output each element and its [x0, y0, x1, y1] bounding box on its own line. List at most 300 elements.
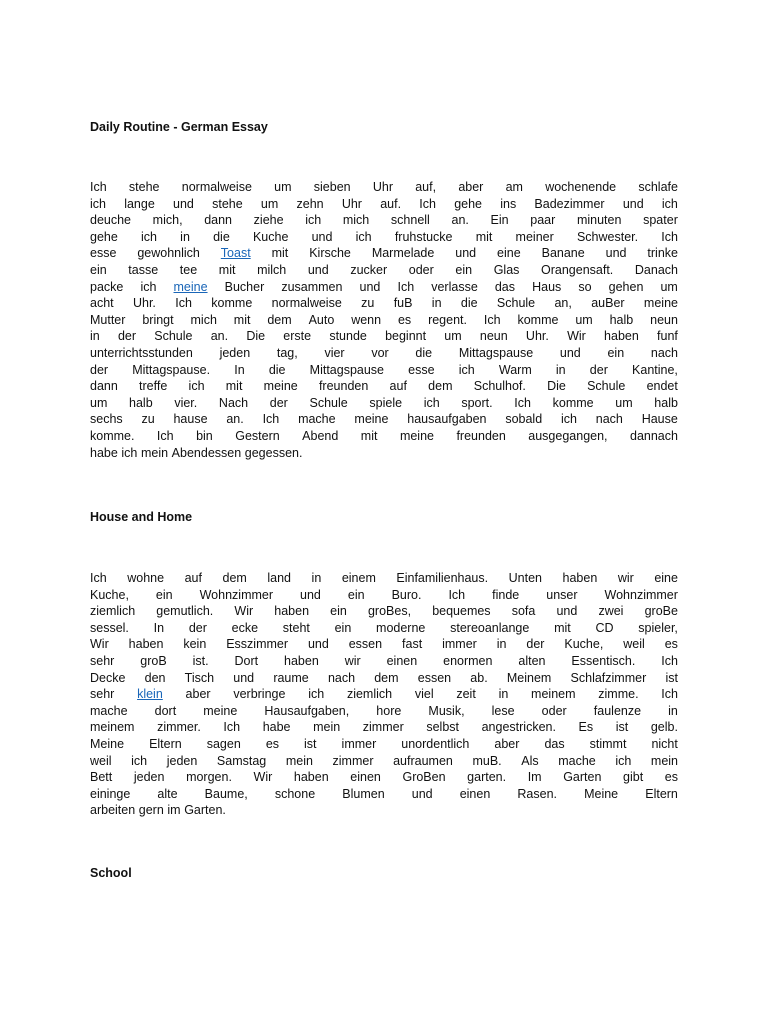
word: gibt [623, 770, 644, 785]
section-heading-daily-routine: Daily Routine - German Essay [90, 120, 268, 134]
word: mein [285, 753, 313, 768]
paragraph-line [90, 686, 678, 703]
paragraph-line [90, 703, 678, 720]
word: in [180, 229, 190, 244]
word: ein [334, 620, 352, 635]
word: vier. [174, 395, 198, 410]
word: Abendessen [171, 445, 242, 460]
word: aber [185, 687, 211, 702]
paragraph-line [90, 312, 678, 329]
paragraph-line [90, 245, 678, 262]
word: nach [650, 345, 678, 360]
word: in [90, 329, 100, 344]
word: normalweise [271, 296, 342, 311]
word: auf. [380, 196, 402, 211]
word: Ich [90, 571, 107, 585]
word: einen [350, 770, 381, 785]
paragraph-line [90, 769, 678, 786]
section-heading-school: School [90, 866, 132, 880]
word: auf [389, 379, 407, 394]
paragraph-line [90, 229, 678, 246]
word: tasse [128, 262, 159, 277]
word: zimmer [332, 753, 374, 768]
word: spieler, [638, 620, 678, 635]
word: bequemes [432, 604, 491, 619]
word: und [605, 246, 627, 261]
word: habe [262, 720, 291, 735]
paragraph-line [90, 428, 678, 445]
word: dem [267, 312, 292, 327]
word: und [359, 279, 381, 294]
word: Buro. [391, 587, 422, 602]
word: sport. [461, 395, 493, 410]
word: mit [360, 428, 378, 443]
word: land [267, 571, 292, 585]
word: mache [558, 753, 596, 768]
word: fast [402, 637, 423, 652]
word: Unten [508, 571, 542, 585]
word: fruhstucke [394, 229, 453, 244]
word: Ich [156, 428, 174, 443]
word: Uhr. [132, 296, 156, 311]
word: ich [308, 687, 325, 702]
word: und [300, 587, 321, 602]
word: zimmer [362, 720, 404, 735]
paragraph-line [90, 295, 678, 312]
word: Hause [641, 412, 678, 427]
word: wenn [351, 312, 382, 327]
word: ein [330, 604, 347, 619]
word: auf, [415, 180, 437, 194]
word: ein [607, 345, 625, 360]
word: hore [376, 703, 402, 718]
word: mache [90, 703, 128, 718]
word: beginnt [385, 329, 427, 344]
word: meinem [90, 720, 135, 735]
word: Abend [302, 428, 339, 443]
word: mein [140, 445, 169, 460]
word: treffe [139, 379, 168, 394]
word: weil [623, 637, 645, 652]
word: Ich [419, 196, 436, 211]
word: Schulhof. [473, 379, 526, 394]
word: der [589, 362, 608, 377]
word: gehe [454, 196, 482, 211]
word: Kantine, [632, 362, 678, 377]
word: mit [218, 262, 236, 277]
word: angestricken. [481, 720, 556, 735]
word: mit [225, 379, 243, 394]
word: und [455, 246, 477, 261]
word: und [233, 670, 255, 685]
paragraph-line [90, 179, 678, 196]
word: zu [361, 296, 375, 311]
word: Wohnzimmer [199, 587, 274, 602]
word: oder [408, 262, 434, 277]
word: an. [210, 329, 229, 344]
word: komme [517, 312, 559, 327]
word: erste [283, 329, 312, 344]
word: trinke [647, 246, 678, 261]
word: Schule [496, 296, 536, 311]
word: endet [646, 379, 678, 394]
word: Garten [563, 770, 602, 785]
word: alten [518, 653, 546, 668]
word: Essentisch. [571, 653, 636, 668]
word: Schule [309, 395, 348, 410]
word: Uhr [341, 196, 362, 211]
word: Wir [90, 637, 109, 652]
word: ich [305, 213, 322, 228]
word: gemutlich. [156, 604, 214, 619]
word: Tisch [184, 670, 215, 685]
word: immer [341, 736, 377, 751]
word: mich [190, 312, 217, 327]
word: es [397, 312, 412, 327]
paragraph-line [90, 653, 678, 670]
word: Danach [634, 262, 678, 277]
word: Marmelade [371, 246, 435, 261]
word: dann [204, 213, 233, 228]
word: haben [293, 770, 329, 785]
word: finde [492, 587, 520, 602]
word: ich [131, 753, 148, 768]
word: unterrichtsstunden [90, 345, 193, 360]
word: in [496, 637, 507, 652]
word: wochenende [545, 180, 617, 194]
word: und [559, 345, 581, 360]
word: regent. [428, 312, 467, 327]
word: habe [90, 445, 118, 460]
word: den [144, 670, 166, 685]
word: um [615, 395, 633, 410]
word: mit [271, 246, 289, 261]
word: Wir [567, 329, 586, 344]
word: Die [246, 329, 266, 344]
word: gehen [608, 279, 644, 294]
word: mit [554, 620, 571, 635]
word: mein [313, 720, 341, 735]
word: haben [284, 653, 319, 668]
word: gern [138, 803, 164, 818]
word: und [307, 637, 329, 652]
word: dem [374, 670, 399, 685]
word: Als [521, 753, 539, 768]
word: essen [348, 637, 383, 652]
word: schnell [390, 213, 430, 228]
word: ist [665, 670, 678, 685]
word: Gestern [235, 428, 280, 443]
word: Wir [253, 770, 273, 785]
word: Meinem [506, 670, 552, 685]
word: um [90, 395, 108, 410]
word: nicht [651, 736, 678, 751]
word: sessel. [90, 620, 129, 635]
word: nach [327, 670, 356, 685]
word: Baume, [204, 786, 248, 801]
word: Ich [448, 587, 466, 602]
word: jeden [219, 345, 251, 360]
word: Bett [90, 770, 113, 785]
word: groB [140, 653, 167, 668]
word: und [556, 604, 578, 619]
paragraph-line [90, 411, 678, 428]
word: Ein [490, 213, 509, 228]
word: Ich [223, 720, 241, 735]
paragraph-line [90, 279, 678, 296]
word: es [664, 637, 678, 652]
word: aber [458, 180, 484, 194]
word: esse [408, 362, 435, 377]
word: der [188, 620, 207, 635]
paragraph-line [90, 719, 678, 736]
word: die [460, 296, 478, 311]
word: das [544, 736, 565, 751]
paragraph-line [90, 587, 678, 604]
word: In [153, 620, 165, 635]
word: Garten. [184, 803, 226, 818]
word: paar [530, 213, 556, 228]
word: mich [342, 213, 370, 228]
word: zu [141, 412, 155, 427]
paragraph-line [90, 636, 678, 653]
word: morgen. [186, 770, 232, 785]
word: Ich [661, 687, 678, 702]
word: Wohnzimmer [604, 587, 678, 602]
word: dort [154, 703, 177, 718]
word: bin [196, 428, 213, 443]
word: um [260, 196, 279, 211]
word: haben [128, 637, 164, 652]
word: das [494, 279, 516, 294]
word: Schule [154, 329, 193, 344]
paragraph-line [90, 603, 678, 620]
paragraph-line [90, 753, 678, 770]
word: dem [222, 571, 247, 585]
word: stehe [212, 196, 243, 211]
word: stimmt [589, 736, 627, 751]
paragraph-line [90, 670, 678, 687]
word: fuB [393, 296, 413, 311]
word: stereoanlange [450, 620, 530, 635]
word: meine [399, 428, 434, 443]
word: groBe [644, 604, 678, 619]
word: ich [121, 445, 138, 460]
word: Haus [532, 279, 562, 294]
word: Ich [397, 279, 415, 294]
word: die [213, 229, 230, 244]
word: um [575, 312, 593, 327]
word: zeit [456, 687, 476, 702]
word: so [578, 279, 592, 294]
word: ziemlich [90, 604, 136, 619]
word: und [311, 229, 333, 244]
word: garten. [467, 770, 507, 785]
word: neun [479, 329, 508, 344]
word: es [664, 770, 678, 785]
word: stunde [329, 329, 367, 344]
word: minuten [576, 213, 622, 228]
link-meine[interactable]: meine [173, 279, 208, 294]
word: mit [475, 229, 493, 244]
word: eine [497, 246, 521, 261]
word: Ich [483, 312, 501, 327]
word: der [526, 637, 545, 652]
word: komme [211, 296, 253, 311]
word: ins [500, 196, 517, 211]
word: am [505, 180, 523, 194]
word: ist [304, 736, 317, 751]
word: an, [554, 296, 572, 311]
word: halb [654, 395, 678, 410]
word: Kuche, [90, 587, 129, 602]
word: sehr [90, 687, 115, 702]
word: es [265, 736, 280, 751]
word: um [444, 329, 462, 344]
paragraph-house-and-home [90, 570, 678, 819]
word: immer [442, 637, 477, 652]
word: Blumen [342, 786, 385, 801]
word: der [117, 329, 137, 344]
word: ecke [231, 620, 259, 635]
word: Ich [661, 653, 678, 668]
paragraph-line [90, 802, 678, 819]
word: Glas [493, 262, 520, 277]
word: ich [423, 395, 440, 410]
word: Ich [175, 296, 192, 311]
word: um [274, 180, 292, 194]
word: Ich [661, 229, 678, 244]
word: raume [273, 670, 309, 685]
word: vier [324, 345, 345, 360]
word: Einfamilienhaus. [396, 571, 489, 585]
word: Mittagspause [309, 362, 385, 377]
word: viel [414, 687, 434, 702]
word: ist. [192, 653, 209, 668]
word: jeden [166, 753, 198, 768]
word: Musik, [428, 703, 465, 718]
word: und [307, 262, 329, 277]
word: in [668, 703, 678, 718]
paragraph-line [90, 262, 678, 279]
word: Es [578, 720, 594, 735]
word: ich [661, 196, 678, 211]
word: in [498, 687, 509, 702]
word: normalweise [181, 180, 252, 194]
word: Samstag [216, 753, 267, 768]
word: ausgegangen, [528, 428, 608, 443]
word: bringt [142, 312, 174, 327]
word: Ich [262, 412, 280, 427]
word: sobald [505, 412, 543, 427]
word: CD [595, 620, 614, 635]
link-klein[interactable]: klein [137, 687, 163, 702]
word: haben [604, 329, 639, 344]
paragraph-line [90, 196, 678, 213]
word: enormen [443, 653, 493, 668]
word: spater [643, 213, 678, 228]
word: im [167, 803, 181, 818]
paragraph-line [90, 570, 678, 587]
paragraph-line [90, 328, 678, 345]
section-heading-house-and-home: House and Home [90, 510, 193, 524]
word: gehe [90, 229, 118, 244]
word: nach [595, 412, 623, 427]
word: ziemlich [346, 687, 393, 702]
word: ein [90, 262, 107, 277]
word: tag, [276, 345, 298, 360]
word: In [234, 362, 245, 377]
word: aufraumen [393, 753, 453, 768]
word: ich [188, 379, 205, 394]
word: Mutter [90, 312, 126, 327]
word: verbringe [233, 687, 286, 702]
word: der [90, 362, 109, 377]
word: lange [124, 196, 155, 211]
word: lese [491, 703, 515, 718]
word: und [622, 196, 644, 211]
word: um [660, 279, 678, 294]
word: milch [257, 262, 287, 277]
word: kein [183, 637, 207, 652]
word: zusammen [281, 279, 343, 294]
word: muB. [472, 753, 502, 768]
word: einem [341, 571, 376, 585]
word: Eltern [149, 736, 182, 751]
word: ein [455, 262, 473, 277]
word: wir [344, 653, 361, 668]
word: in [555, 362, 566, 377]
word: Eltern [645, 786, 678, 801]
word: esse [90, 246, 117, 261]
word: und [411, 786, 433, 801]
word: an. [451, 213, 469, 228]
word: ich [458, 362, 475, 377]
paragraph-line [90, 786, 678, 803]
word: Ich [514, 395, 531, 410]
word: schlafe [638, 180, 678, 194]
word: meinem [531, 687, 576, 702]
word: schone [274, 786, 316, 801]
word: Decke [90, 670, 126, 685]
word: sagen [206, 736, 241, 751]
word: zucker [350, 262, 388, 277]
word: dem [428, 379, 453, 394]
word: haben [274, 604, 310, 619]
word: selbst [426, 720, 459, 735]
word: halb [609, 312, 634, 327]
word: zimme. [598, 687, 639, 702]
word: sofa [511, 604, 536, 619]
word: Esszimmer [226, 637, 289, 652]
word: hause [173, 412, 208, 427]
word: auBer [591, 296, 625, 311]
paragraph-line [90, 345, 678, 362]
word: ich [141, 229, 157, 244]
link-toast[interactable]: Toast [220, 246, 251, 261]
word: der [269, 395, 288, 410]
word: zwei [598, 604, 624, 619]
word: spiele [369, 395, 403, 410]
word: steht [282, 620, 310, 635]
word: Ich [90, 180, 107, 194]
word: ein [347, 587, 365, 602]
word: dann [90, 379, 118, 394]
word: mache [298, 412, 336, 427]
word: ziehe [253, 213, 284, 228]
word: ab. [470, 670, 488, 685]
word: Dort [234, 653, 259, 668]
